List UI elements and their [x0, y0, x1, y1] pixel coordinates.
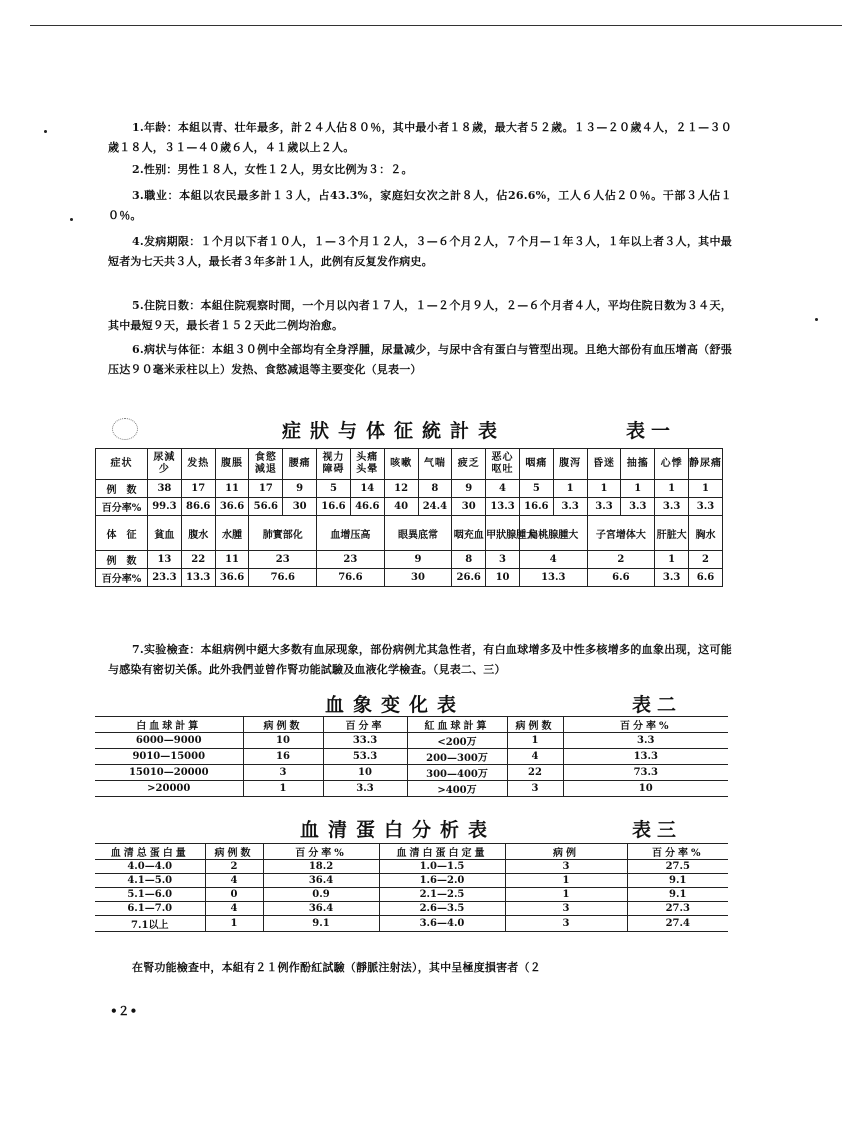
- table-cell: 15010—20000: [95, 765, 243, 781]
- symptom-cell: 视力障碍: [317, 449, 351, 480]
- symptom-count-cell: 5: [519, 480, 553, 498]
- symptom-percent-cell: 30: [452, 498, 486, 516]
- symptom-cell: 恶心呕吐: [486, 449, 520, 480]
- sign-percent-cell: 10: [486, 569, 520, 587]
- sign-percent-row: [96, 569, 723, 587]
- symptom-percent-cell: 3.3: [689, 498, 723, 516]
- symptom-percent-cell: 99.3: [148, 498, 182, 516]
- table-cell: 1: [507, 733, 563, 749]
- column-header: 病例数: [205, 844, 263, 860]
- blood-picture-row: [95, 765, 728, 781]
- symptom-cell: 腹脹: [215, 449, 249, 480]
- serum-protein-row: [95, 916, 728, 932]
- table-cell: 1.6—2.0: [379, 874, 505, 888]
- symptom-count-row: [96, 480, 723, 498]
- table-cell: 300—400万: [407, 765, 507, 781]
- table1-title: 症狀与体征統計表: [282, 420, 507, 442]
- table-cell: 1: [505, 888, 627, 902]
- table-cell: 3.3: [323, 781, 407, 797]
- sign-count-cell: 9: [384, 551, 452, 569]
- table-cell: 2.6—3.5: [379, 902, 505, 916]
- top-rule: [30, 25, 842, 26]
- blood-picture-row: [95, 733, 728, 749]
- table-cell: 9.1: [627, 874, 728, 888]
- symptom-count-cell: 17: [181, 480, 215, 498]
- column-header: 病例数: [243, 717, 323, 733]
- symptom-cell: 静尿痛: [689, 449, 723, 480]
- sign-cell: 甲狀腺腫大: [486, 516, 520, 551]
- table-cell: 27.5: [627, 860, 728, 874]
- symptom-percent-cell: 24.4: [418, 498, 452, 516]
- table-cell: 36.4: [263, 874, 379, 888]
- count-label: 例 数: [96, 551, 148, 569]
- table-cell: 200—300万: [407, 749, 507, 765]
- symptom-sign-table: [95, 448, 723, 587]
- column-header: 紅血球計算: [407, 717, 507, 733]
- symptom-percent-cell: 40: [384, 498, 418, 516]
- sign-percent-cell: 3.3: [655, 569, 689, 587]
- sign-percent-cell: 36.6: [215, 569, 249, 587]
- table-cell: 6.1—7.0: [95, 902, 205, 916]
- symptom-cell: 昏迷: [587, 449, 621, 480]
- table-cell: 0: [205, 888, 263, 902]
- column-header: 血清总蛋白量: [95, 844, 205, 860]
- table-cell: 3.3: [563, 733, 728, 749]
- symptom-percent-cell: 36.6: [215, 498, 249, 516]
- symptom-percent-cell: 16.6: [317, 498, 351, 516]
- sign-percent-cell: 26.6: [452, 569, 486, 587]
- symptom-percent-cell: 46.6: [350, 498, 384, 516]
- symptom-count-cell: 1: [689, 480, 723, 498]
- serum-protein-row: [95, 860, 728, 874]
- sign-percent-cell: 6.6: [689, 569, 723, 587]
- table-cell: 3: [507, 781, 563, 797]
- table-cell: 4: [205, 874, 263, 888]
- table-cell: 10: [563, 781, 728, 797]
- symptom-count-cell: 4: [486, 480, 520, 498]
- sign-count-cell: 13: [148, 551, 182, 569]
- sign-count-cell: 23: [249, 551, 317, 569]
- table-cell: 4: [507, 749, 563, 765]
- column-header: 百分率: [323, 717, 407, 733]
- table2-title: 血象变化表: [325, 694, 466, 716]
- symptom-cell: 疲乏: [452, 449, 486, 480]
- symptom-count-cell: 9: [283, 480, 317, 498]
- page-number: •２•: [110, 1004, 138, 1018]
- symptom-percent-cell: 86.6: [181, 498, 215, 516]
- table-cell: 36.4: [263, 902, 379, 916]
- symptom-percent-cell: 13.3: [486, 498, 520, 516]
- table-cell: 33.3: [323, 733, 407, 749]
- blood-picture-row: [95, 749, 728, 765]
- table-cell: 27.4: [627, 916, 728, 932]
- symptom-cell: 咽痛: [519, 449, 553, 480]
- serum-protein-row: [95, 888, 728, 902]
- symptom-percent-cell: 3.3: [587, 498, 621, 516]
- symptom-count-cell: 17: [249, 480, 283, 498]
- sign-count-row: [96, 551, 723, 569]
- table-cell: 7.1以上: [95, 916, 205, 932]
- percent-label: 百分率%: [96, 569, 148, 587]
- table-cell: 9010—15000: [95, 749, 243, 765]
- table-cell: 2.1—2.5: [379, 888, 505, 902]
- symptom-cell: 抽搐: [621, 449, 655, 480]
- sign-percent-cell: 76.6: [317, 569, 385, 587]
- percent-label: 百分率%: [96, 498, 148, 516]
- table-cell: 3: [505, 916, 627, 932]
- symptom-count-cell: 9: [452, 480, 486, 498]
- column-header: 血清白蛋白定量: [379, 844, 505, 860]
- symptom-count-cell: 8: [418, 480, 452, 498]
- symptom-count-cell: 11: [215, 480, 249, 498]
- table-cell: 9.1: [263, 916, 379, 932]
- table-cell: 22: [507, 765, 563, 781]
- sign-cell: 子宮增体大: [587, 516, 655, 551]
- header-row: [95, 844, 728, 860]
- table-cell: 5.1—6.0: [95, 888, 205, 902]
- sign-cell: 胸水: [689, 516, 723, 551]
- table-cell: 9.1: [627, 888, 728, 902]
- symptom-cell: 心悸: [655, 449, 689, 480]
- table-cell: <200万: [407, 733, 507, 749]
- paragraph-symptoms: 6.病状与体征：本組３０例中全部均有全身浮腫，尿量减少，与尿中含有蛋白与管型出现。且绝大部份有血压增高（舒張压达９０毫米汞柱以上）发热、食慾减退等主要变化（見表一）: [108, 343, 732, 376]
- sign-count-cell: 23: [317, 551, 385, 569]
- table2-tag: 表二: [632, 694, 683, 716]
- sign-percent-cell: 6.6: [587, 569, 655, 587]
- symptom-count-cell: 5: [317, 480, 351, 498]
- sign-percent-cell: 13.3: [181, 569, 215, 587]
- table-cell: 1: [505, 874, 627, 888]
- table-cell: 10: [243, 733, 323, 749]
- sign-count-cell: 4: [519, 551, 587, 569]
- table-cell: 13.3: [563, 749, 728, 765]
- sign-cell: 眼異底常: [384, 516, 452, 551]
- symptom-count-cell: 38: [148, 480, 182, 498]
- sign-cell: 肺實部化: [249, 516, 317, 551]
- symptom-count-cell: 1: [655, 480, 689, 498]
- sign-percent-cell: 13.3: [519, 569, 587, 587]
- table-cell: 18.2: [263, 860, 379, 874]
- table-cell: 16: [243, 749, 323, 765]
- scan-speck: [44, 130, 47, 133]
- symptom-count-cell: 14: [350, 480, 384, 498]
- stamp-icon: [112, 418, 138, 440]
- serum-protein-table: [95, 843, 728, 932]
- paragraph-occupation: 3.職业：本組以农民最多計１３人，占43.3%，家庭妇女次之計８人，佔26.6%，工人６人佔２０％。干部３人佔１０％。: [108, 189, 732, 222]
- symptom-cell: 咳嗽: [384, 449, 418, 480]
- paragraph-lab-exam: 7.实验檢查：本組病例中絕大多数有血尿现象，部份病例尤其急性者，有白血球增多及中性多核增多的血象出现，这可能与感染有密切关係。此外我們並曾作腎功能試驗及血液化学檢查。（見表二、三）: [108, 643, 732, 676]
- symptom-percent-cell: 16.6: [519, 498, 553, 516]
- symptom-cell: 食慾減退: [249, 449, 283, 480]
- sign-cell: 腹水: [181, 516, 215, 551]
- symptom-header-row: [96, 449, 723, 480]
- symptom-cell: 腹泻: [553, 449, 587, 480]
- table-cell: 27.3: [627, 902, 728, 916]
- paragraph-age: 1.年龄：本組以青、壮年最多，計２４人佔８０％，其中最小者１８歲，最大者５２歲。１３—２０歲４人，２１—３０歲１８人，３１—４０歲６人，４１歲以上２人。: [108, 121, 732, 154]
- symptom-percent-cell: 3.3: [621, 498, 655, 516]
- symptom-cell: 气喘: [418, 449, 452, 480]
- paragraph-onset: 4.发病期限：１个月以下者１０人，１—３个月１２人，３—６个月２人，７个月—１年３人，１年以上者３人，其中最短者为七天共３人，最长者３年多計１人，此例有反复发作病史。: [108, 235, 732, 268]
- sign-header-cell: 体 征: [96, 516, 148, 551]
- sign-cell: 咽充血: [452, 516, 486, 551]
- table1-tag: 表一: [626, 420, 677, 442]
- symptom-percent-cell: 3.3: [655, 498, 689, 516]
- table-cell: 1: [243, 781, 323, 797]
- table-cell: 2: [205, 860, 263, 874]
- sign-percent-cell: 30: [384, 569, 452, 587]
- header-row: [95, 717, 728, 733]
- table-cell: 3: [243, 765, 323, 781]
- table-cell: 73.3: [563, 765, 728, 781]
- table-cell: 3.6—4.0: [379, 916, 505, 932]
- table3-title: 血清蛋白分析表: [300, 819, 497, 841]
- symptom-count-cell: 12: [384, 480, 418, 498]
- symptom-cell: 发热: [181, 449, 215, 480]
- sign-count-cell: 11: [215, 551, 249, 569]
- scan-speck: [815, 318, 818, 321]
- table-cell: >20000: [95, 781, 243, 797]
- table-cell: 3: [505, 860, 627, 874]
- paragraph-hospital-days: 5.住院日数：本組住院观察时間，一个月以內者１７人，１—２个月９人，２—６个月者４人，平均住院日数为３４天，其中最短９天，最长者１５２天此二例均治愈。: [108, 299, 732, 332]
- symptom-percent-row: [96, 498, 723, 516]
- sign-count-cell: 3: [486, 551, 520, 569]
- sign-percent-cell: 76.6: [249, 569, 317, 587]
- serum-protein-row: [95, 902, 728, 916]
- table-cell: 4: [205, 902, 263, 916]
- column-header: 病例: [505, 844, 627, 860]
- sign-cell: 貧血: [148, 516, 182, 551]
- paragraph-sex: 2.性别：男性１８人，女性１２人，男女比例为３：２。: [132, 163, 413, 176]
- table-cell: 0.9: [263, 888, 379, 902]
- sign-cell: 肝脏大: [655, 516, 689, 551]
- sign-percent-cell: 23.3: [148, 569, 182, 587]
- sign-count-cell: 2: [689, 551, 723, 569]
- symptom-count-cell: 1: [621, 480, 655, 498]
- table-cell: 6000—9000: [95, 733, 243, 749]
- sign-count-cell: 2: [587, 551, 655, 569]
- count-label: 例 数: [96, 480, 148, 498]
- symptom-count-cell: 1: [553, 480, 587, 498]
- serum-protein-row: [95, 874, 728, 888]
- table-cell: 53.3: [323, 749, 407, 765]
- symptom-cell: 尿減少: [148, 449, 182, 480]
- symptom-header-cell: 症状: [96, 449, 148, 480]
- table3-tag: 表三: [632, 819, 683, 841]
- table-cell: 3: [505, 902, 627, 916]
- paragraph-kidney-function: 在腎功能檢查中，本組有２１例作酚紅試驗（靜脈注射法），其中呈極度損害者（２: [132, 961, 541, 974]
- symptom-cell: 头痛头晕: [350, 449, 384, 480]
- table-cell: 4.0—4.0: [95, 860, 205, 874]
- column-header: 白血球計算: [95, 717, 243, 733]
- blood-picture-row: [95, 781, 728, 797]
- blood-picture-table: [95, 716, 728, 797]
- sign-header-row: [96, 516, 723, 551]
- symptom-percent-cell: 56.6: [249, 498, 283, 516]
- column-header: 百分率%: [563, 717, 728, 733]
- scan-speck: [70, 218, 73, 221]
- sign-count-cell: 8: [452, 551, 486, 569]
- sign-cell: 扁桃腺腫大: [519, 516, 587, 551]
- symptom-percent-cell: 3.3: [553, 498, 587, 516]
- table-cell: 4.1—5.0: [95, 874, 205, 888]
- sign-count-cell: 1: [655, 551, 689, 569]
- column-header: 百分率%: [627, 844, 728, 860]
- sign-count-cell: 22: [181, 551, 215, 569]
- table-cell: 1.0—1.5: [379, 860, 505, 874]
- sign-cell: 血增压高: [317, 516, 385, 551]
- symptom-cell: 腰痛: [283, 449, 317, 480]
- table-cell: 10: [323, 765, 407, 781]
- table-cell: >400万: [407, 781, 507, 797]
- table-cell: 1: [205, 916, 263, 932]
- column-header: 百分率%: [263, 844, 379, 860]
- symptom-count-cell: 1: [587, 480, 621, 498]
- symptom-percent-cell: 30: [283, 498, 317, 516]
- column-header: 病例数: [507, 717, 563, 733]
- sign-cell: 水腫: [215, 516, 249, 551]
